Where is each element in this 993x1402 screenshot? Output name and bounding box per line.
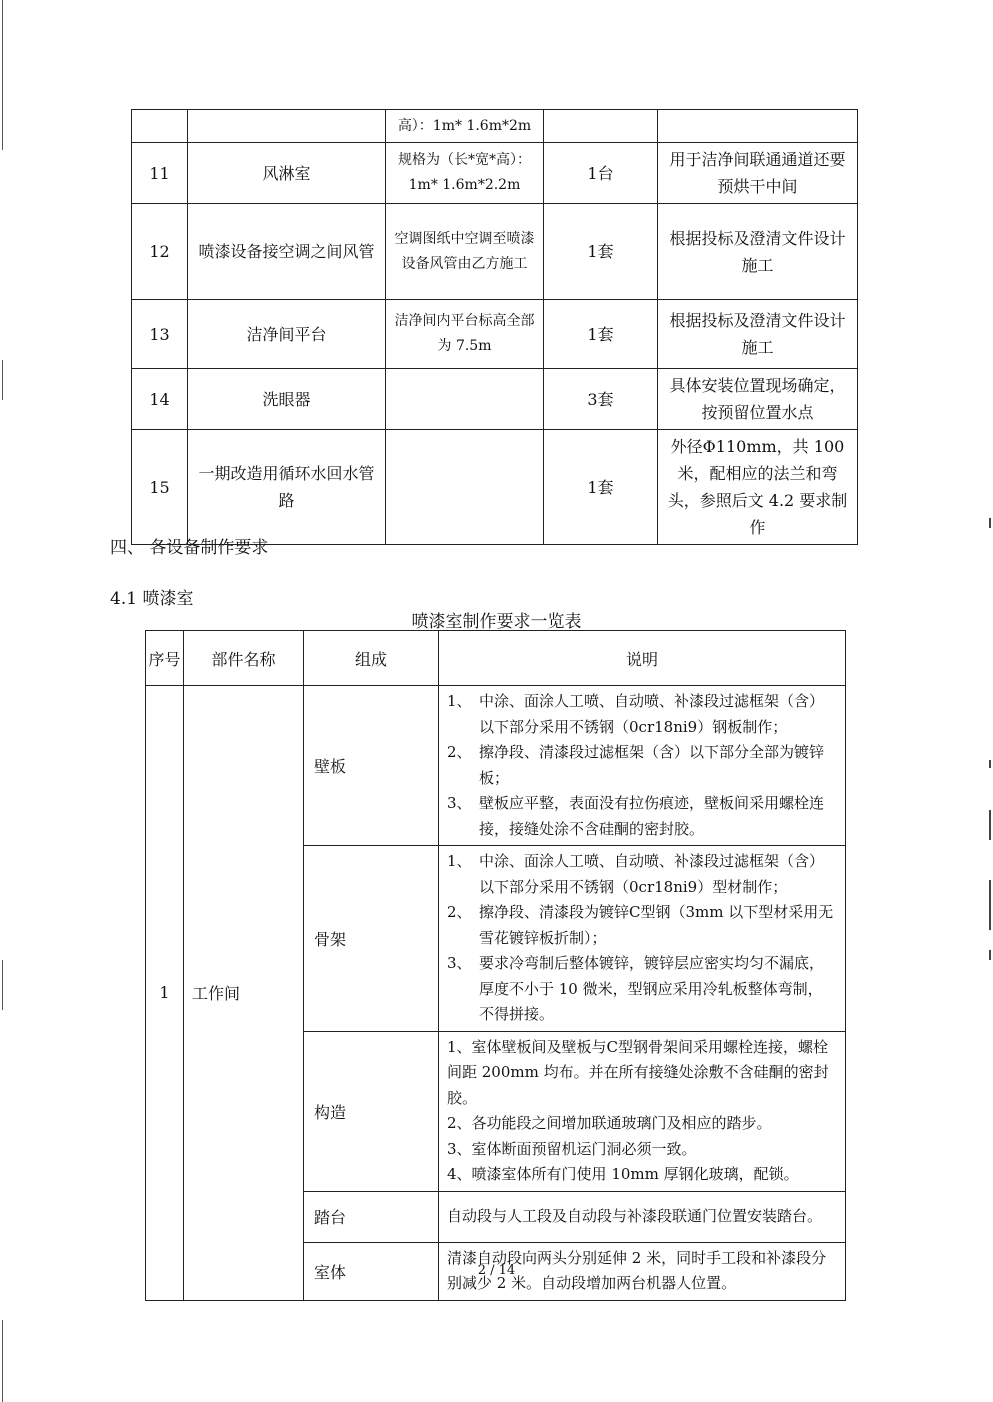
table-row — [132, 369, 858, 430]
header-description: 说明 — [439, 631, 846, 686]
component-name: 踏台 — [304, 1191, 439, 1242]
row-number — [132, 110, 188, 143]
item-quantity: 1套 — [544, 204, 658, 300]
list-item: 1、 中涂、面涂人工喷、自动喷、补漆段过滤框架（含）以下部分采用不锈钢（0cr18ni9）钢板制作； — [447, 692, 825, 736]
list-item: 3、 要求冷弯制后整体镀锌，镀锌层应密实均匀不漏底，厚度不小于 10 微米，型钢应采用冷轧板整体弯制，不得拼接。 — [447, 954, 825, 1023]
row-number: 13 — [132, 300, 188, 369]
spray-booth-requirements-table — [145, 630, 846, 1301]
item-name: 洁净间平台 — [188, 300, 386, 369]
list-item: 3、室体断面预留机运门洞必须一致。 — [447, 1139, 697, 1158]
item-quantity — [544, 110, 658, 143]
table-row — [132, 143, 858, 204]
component-name: 室体 — [304, 1242, 439, 1300]
component-description — [439, 1031, 846, 1191]
row-number: 14 — [132, 369, 188, 430]
scan-edge-left — [0, 0, 6, 1402]
component-name: 壁板 — [304, 686, 439, 846]
scan-edge-right — [985, 0, 993, 1402]
list-item: 清漆自动段向两头分别延伸 2 米，同时手工段和补漆段分别减少 2 米。自动段增加两台机器人位置。 — [447, 1248, 827, 1292]
table-caption: 喷漆室制作要求一览表 — [411, 612, 582, 632]
header-serial: 序号 — [146, 631, 184, 686]
row-number: 11 — [132, 143, 188, 204]
item-note: 根据投标及澄清文件设计施工 — [658, 204, 858, 300]
subsection-heading: 4.1 喷漆室 — [110, 589, 194, 609]
item-spec: 洁净间内平台标高全部为 7.5m — [386, 300, 544, 369]
list-item: 自动段与人工段及自动段与补漆段联通门位置安装踏台。 — [447, 1206, 823, 1225]
header-part-name: 部件名称 — [184, 631, 304, 686]
item-name: 风淋室 — [188, 143, 386, 204]
section-heading: 四、 各设备制作要求 — [110, 538, 269, 558]
item-spec: 高）：1m* 1.6m*2m — [386, 110, 544, 143]
page-number: 2 / 14 — [477, 1263, 516, 1278]
list-item: 2、各功能段之间增加联通玻璃门及相应的踏步。 — [447, 1114, 772, 1132]
item-spec: 规格为（长*宽*高）：1m* 1.6m*2.2m — [386, 143, 544, 204]
item-name: 一期改造用循环水回水管路 — [188, 430, 386, 545]
row-number: 1 — [146, 686, 184, 1301]
item-name: 洗眼器 — [188, 369, 386, 430]
row-number: 12 — [132, 204, 188, 300]
equipment-table — [131, 109, 858, 545]
item-quantity: 1台 — [544, 143, 658, 204]
list-item: 2、 擦净段、清漆段为镀锌C型钢（3mm 以下型材采用无雪花镀锌板折制）； — [447, 903, 834, 947]
item-spec — [386, 430, 544, 545]
table-row — [132, 110, 858, 143]
table-row — [132, 430, 858, 545]
component-description — [439, 1191, 846, 1242]
component-name: 骨架 — [304, 846, 439, 1032]
table-header-row — [146, 631, 846, 686]
item-name: 喷漆设备接空调之间风管 — [188, 204, 386, 300]
item-name — [188, 110, 386, 143]
item-note — [658, 110, 858, 143]
item-quantity: 1套 — [544, 300, 658, 369]
list-item: 3、 壁板应平整，表面没有拉伤痕迹，壁板间采用螺栓连接，接缝处涂不含硅酮的密封胶。 — [447, 794, 825, 838]
item-note: 根据投标及澄清文件设计施工 — [658, 300, 858, 369]
table-row — [146, 686, 846, 846]
list-item: 1、室体壁板间及壁板与C型钢骨架间采用螺栓连接，螺栓间距 200mm 均布。并在所有接缝处涂敷不含硅酮的密封胶。 — [447, 1037, 829, 1107]
table-row — [132, 204, 858, 300]
table-row — [132, 300, 858, 369]
header-composition: 组成 — [304, 631, 439, 686]
item-note: 具体安装位置现场确定，按预留位置水点 — [658, 369, 858, 430]
component-description — [439, 846, 846, 1032]
list-item: 1、 中涂、面涂人工喷、自动喷、补漆段过滤框架（含）以下部分采用不锈钢（0cr18ni9）型材制作； — [447, 852, 825, 896]
component-name: 构造 — [304, 1031, 439, 1191]
item-quantity: 3套 — [544, 369, 658, 430]
row-number: 15 — [132, 430, 188, 545]
component-description — [439, 686, 846, 846]
item-spec — [386, 369, 544, 430]
list-item: 4、喷漆室体所有门使用 10mm 厚钢化玻璃，配锁。 — [447, 1165, 799, 1183]
part-name: 工作间 — [184, 686, 304, 1301]
item-note: 外径Φ110mm，共 100 米，配相应的法兰和弯头，参照后文 4.2 要求制作 — [658, 430, 858, 545]
item-note: 用于洁净间联通通道还要预烘干中间 — [658, 143, 858, 204]
item-quantity: 1套 — [544, 430, 658, 545]
list-item: 2、 擦净段、清漆段过滤框架（含）以下部分全部为镀锌板； — [447, 743, 825, 787]
item-spec: 空调图纸中空调至喷漆设备风管由乙方施工 — [386, 204, 544, 300]
